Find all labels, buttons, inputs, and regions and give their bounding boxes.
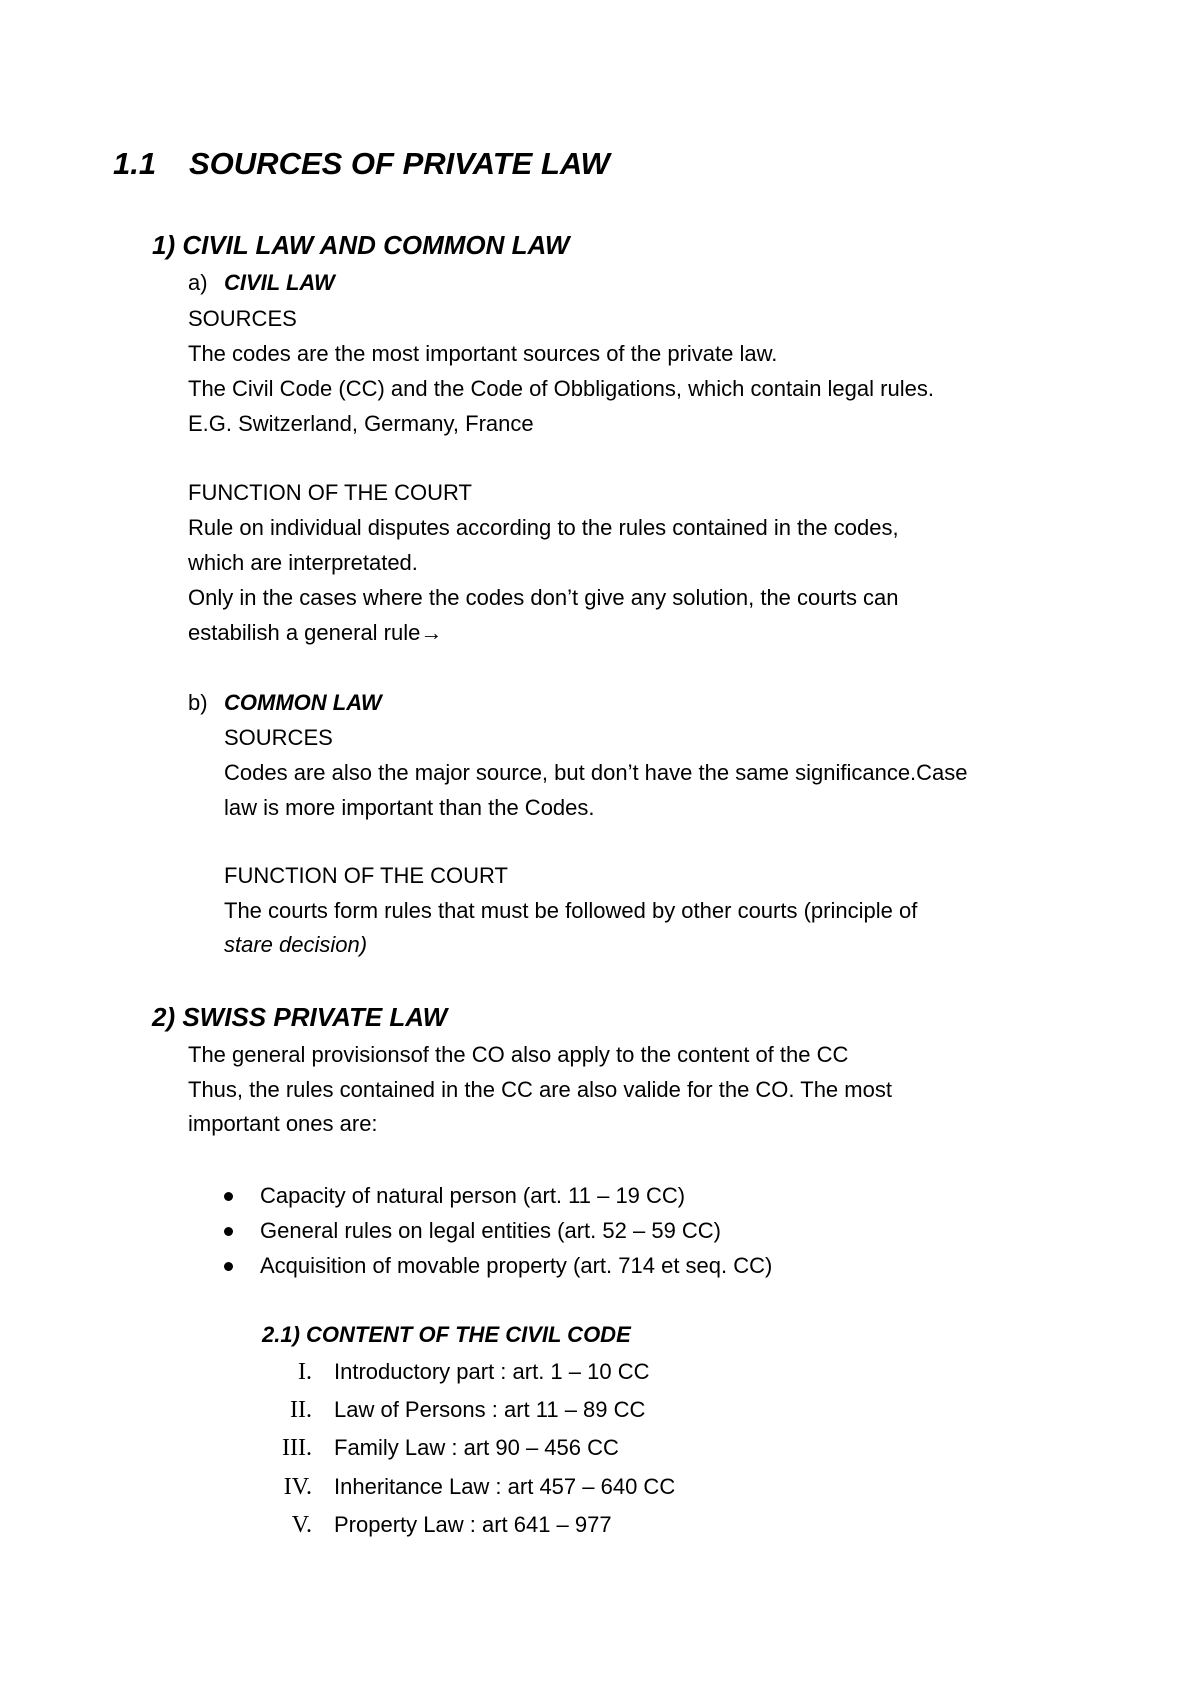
section2-title: 2) SWISS PRIVATE LAW: [152, 1002, 448, 1032]
subsection-title: 2.1) CONTENT OF THE CIVIL CODE: [262, 1322, 631, 1347]
civil-code-part-2: [290, 1397, 646, 1423]
common-function-label: FUNCTION OF THE COURT: [224, 863, 508, 888]
bullet-item-1: [260, 1183, 685, 1209]
bullet-item-3: [260, 1253, 772, 1279]
civil-code-part-text: Property Law : art 641 – 977: [334, 1512, 612, 1537]
common-sources-line-1: Codes are also the major source, but don’t have the same significance.Case: [224, 760, 968, 785]
civil-function-line-1: Rule on individual disputes according to the rules contained in the codes,: [188, 515, 899, 540]
civil-function-line-4: estabilish a general rule→: [188, 620, 443, 645]
civil-code-part-text: Inheritance Law : art 457 – 640 CC: [334, 1474, 676, 1499]
heading-number: 1.1: [113, 146, 157, 181]
bullet-item-2: [260, 1218, 721, 1244]
heading-title: SOURCES OF PRIVATE LAW: [189, 146, 610, 181]
civil-sources-line-1: The codes are the most important sources of the private law.: [188, 341, 778, 366]
civil-function-label: FUNCTION OF THE COURT: [188, 480, 472, 505]
bullet-text-3: Acquisition of movable property (art. 714 et seq. CC): [260, 1253, 773, 1278]
bullet-text-1: Capacity of natural person (art. 11 – 19 CC): [260, 1183, 686, 1208]
common-function-line-1: The courts form rules that must be followed by other courts (principle of: [224, 898, 918, 923]
civil-code-part-text: Introductory part : art. 1 – 10 CC: [334, 1359, 650, 1384]
civil-law-letter: a): [188, 270, 208, 295]
common-law-title: COMMON LAW: [224, 690, 382, 715]
civil-sources-line-3: E.G. Switzerland, Germany, France: [188, 411, 534, 436]
civil-code-part-5: [291, 1512, 612, 1538]
common-function-line-2: [224, 932, 367, 958]
civil-function-line-3: Only in the cases where the codes don’t give any solution, the courts can: [188, 585, 899, 610]
roman-numeral: IV.: [283, 1474, 312, 1500]
civil-sources-label: SOURCES: [188, 306, 297, 331]
common-sources-line-2: law is more important than the Codes.: [224, 795, 595, 820]
civil-law-label: [188, 270, 335, 296]
civil-code-part-1: [298, 1359, 650, 1385]
civil-code-part-text: Law of Persons : art 11 – 89 CC: [334, 1397, 646, 1422]
common-law-label: [188, 690, 382, 716]
stare-decision-paren: ): [359, 932, 368, 957]
section2-line-2: Thus, the rules contained in the CC are also valide for the CO. The most: [188, 1077, 892, 1102]
civil-code-part-4: [283, 1474, 676, 1500]
civil-law-title: CIVIL LAW: [224, 270, 335, 295]
roman-numeral: III.: [282, 1435, 312, 1461]
stare-decision-term: stare decision: [224, 932, 360, 957]
civil-code-part-text: Family Law : art 90 – 456 CC: [334, 1435, 619, 1460]
common-law-letter: b): [188, 690, 208, 715]
roman-numeral: V.: [291, 1512, 312, 1538]
section2-line-3: important ones are:: [188, 1111, 378, 1136]
bullet-dot-icon: [224, 1262, 233, 1271]
bullet-dot-icon: [224, 1192, 233, 1201]
section2-line-1: The general provisionsof the CO also apply to the content of the CC: [188, 1042, 849, 1067]
roman-numeral: I.: [298, 1359, 312, 1385]
common-sources-label: SOURCES: [224, 725, 333, 750]
bullet-dot-icon: [224, 1227, 233, 1236]
civil-function-line-2: which are interpretated.: [188, 550, 418, 575]
civil-code-part-3: [282, 1435, 619, 1461]
main-heading: [113, 146, 610, 182]
roman-numeral: II.: [290, 1397, 312, 1423]
section1-title: 1) CIVIL LAW AND COMMON LAW: [152, 230, 570, 260]
civil-sources-line-2: The Civil Code (CC) and the Code of Obbligations, which contain legal rules.: [188, 376, 934, 401]
bullet-text-2: General rules on legal entities (art. 52 – 59 CC): [260, 1218, 722, 1243]
